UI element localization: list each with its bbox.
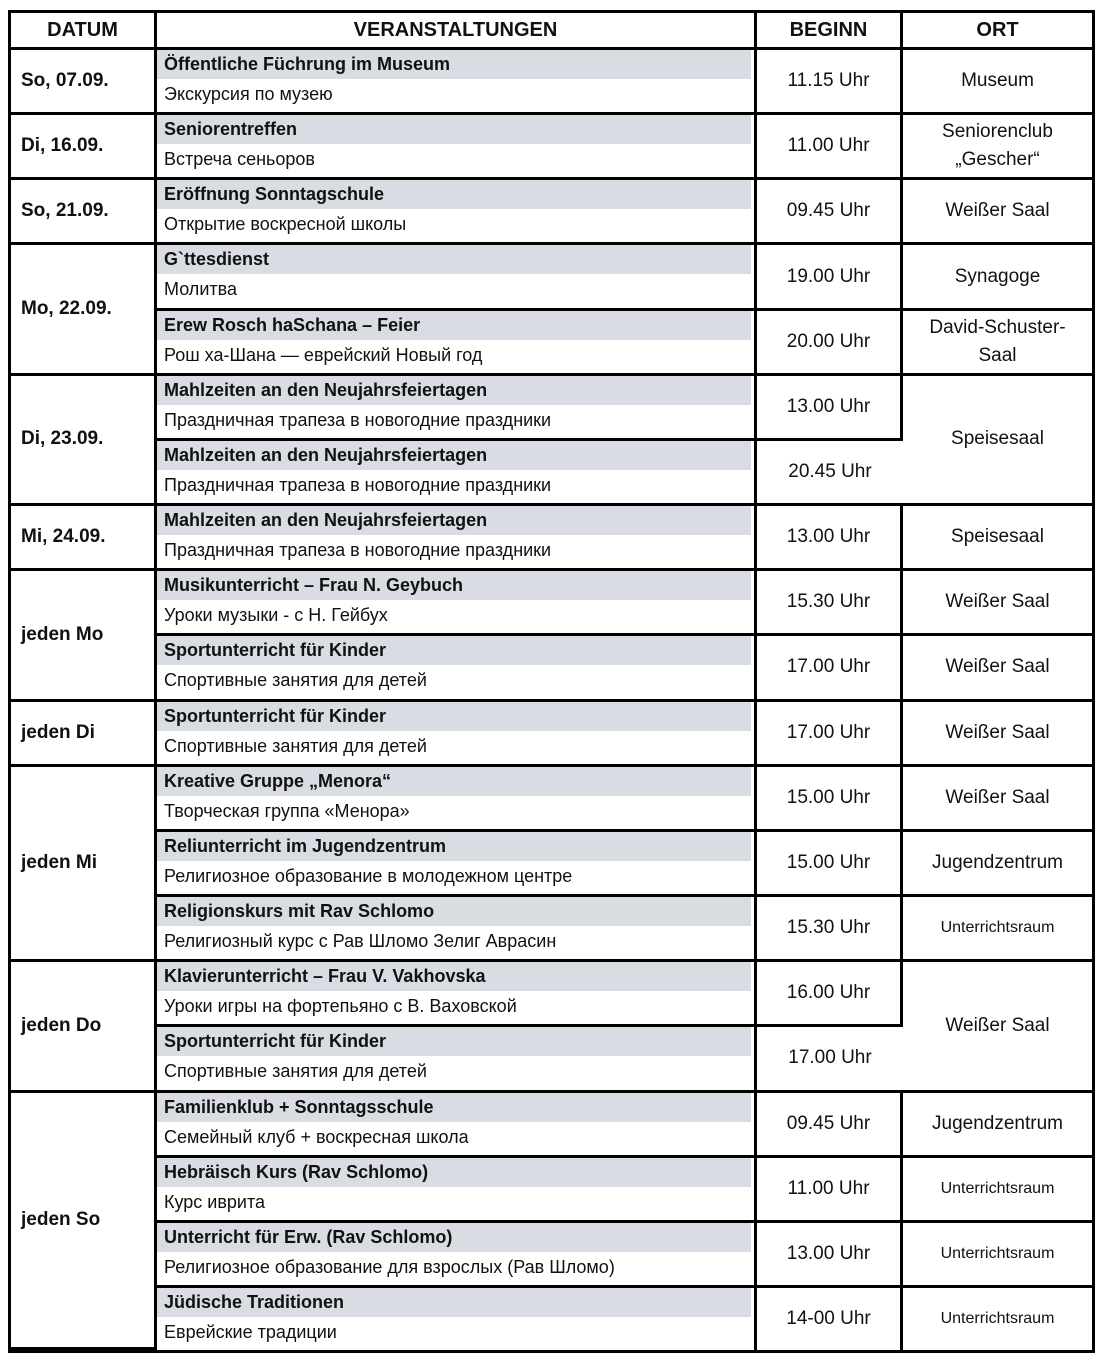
time-cell: 17.00 Uhr: [757, 1027, 903, 1092]
event-cell: [157, 636, 757, 701]
place-cell: Synagoge: [903, 245, 1092, 310]
event-title-ru: Религиозный курс с Рав Шломо Зелиг Аврасин: [157, 926, 751, 956]
event-cell: [157, 1158, 757, 1223]
date-cell: jeden Mo: [11, 571, 157, 701]
header-date: DATUM: [11, 13, 157, 50]
header-place: ORT: [903, 13, 1092, 50]
place-cell: Speisesaal: [903, 376, 1092, 506]
time-cell: 13.00 Uhr: [757, 506, 903, 571]
event-cell: [157, 180, 757, 245]
event-title-de: Klavierunterricht – Frau V. Vakhovska: [157, 962, 751, 991]
event-cell: [157, 1093, 757, 1158]
event-title-ru: Праздничная трапеза в новогодние праздники: [157, 405, 751, 435]
place-cell: Weißer Saal: [903, 702, 1092, 767]
place-cell: Unterrichtsraum: [903, 1158, 1092, 1223]
time-cell: 17.00 Uhr: [757, 702, 903, 767]
event-cell: [157, 702, 757, 767]
event-title-ru: Курс иврита: [157, 1187, 751, 1217]
event-title-ru: Открытие воскресной школы: [157, 209, 751, 239]
event-title-ru: Праздничная трапеза в новогодние праздники: [157, 470, 751, 500]
time-cell: 15.00 Uhr: [757, 767, 903, 832]
event-cell: [157, 245, 757, 310]
time-cell: 11.00 Uhr: [757, 1158, 903, 1223]
table-row: [11, 962, 1092, 1027]
event-title-de: Mahlzeiten an den Neujahrsfeiertagen: [157, 506, 751, 535]
event-title-ru: Праздничная трапеза в новогодние праздники: [157, 535, 751, 565]
event-title-de: Erew Rosch haSchana – Feier: [157, 311, 751, 340]
place-cell: Weißer Saal: [903, 962, 1092, 1092]
time-cell: 17.00 Uhr: [757, 636, 903, 701]
place-cell: [903, 115, 1092, 180]
time-cell: 15.30 Uhr: [757, 897, 903, 962]
event-title-de: Kreative Gruppe „Menora“: [157, 767, 751, 796]
time-cell: 15.00 Uhr: [757, 832, 903, 897]
schedule-table: [8, 10, 1095, 1353]
event-cell: [157, 115, 757, 180]
table-row: [11, 832, 1092, 897]
event-cell: [157, 311, 757, 376]
place-cell: Weißer Saal: [903, 767, 1092, 832]
event-title-ru: Спортивные занятия для детей: [157, 665, 751, 695]
place-cell: Weißer Saal: [903, 571, 1092, 636]
event-cell: [157, 767, 757, 832]
table-row: [11, 376, 1092, 441]
event-title-de: Familienklub + Sonntagsschule: [157, 1093, 751, 1122]
event-title-de: Unterricht für Erw. (Rav Schlomo): [157, 1223, 751, 1252]
time-cell: 11.00 Uhr: [757, 115, 903, 180]
event-cell: [157, 897, 757, 962]
place-cell: Unterrichtsraum: [903, 1223, 1092, 1288]
event-title-de: Öffentliche Füchrung im Museum: [157, 50, 751, 79]
table-row: [11, 50, 1092, 115]
event-title-de: Sportunterricht für Kinder: [157, 636, 751, 665]
date-cell: So, 21.09.: [11, 180, 157, 245]
place-cell: [903, 311, 1092, 376]
event-title-de: Hebräisch Kurs (Rav Schlomo): [157, 1158, 751, 1187]
time-cell: 13.00 Uhr: [757, 376, 903, 441]
event-title-de: Musikunterricht – Frau N. Geybuch: [157, 571, 751, 600]
event-title-ru: Спортивные занятия для детей: [157, 731, 751, 761]
event-title-ru: Еврейские традиции: [157, 1317, 751, 1347]
event-cell: [157, 571, 757, 636]
table-row: [11, 767, 1092, 832]
event-title-de: Eröffnung Sonntagschule: [157, 180, 751, 209]
event-cell: [157, 441, 757, 506]
table-row: [11, 1223, 1092, 1288]
time-cell: 16.00 Uhr: [757, 962, 903, 1027]
event-title-ru: Рош ха-Шана — еврейский Новый год: [157, 340, 751, 370]
header-row: [11, 13, 1092, 50]
event-cell: [157, 1288, 757, 1350]
header-event: VERANSTALTUNGEN: [157, 13, 757, 50]
date-cell: jeden So: [11, 1093, 157, 1351]
place-cell: Jugendzentrum: [903, 1093, 1092, 1158]
table-row: [11, 245, 1092, 310]
table-row: [11, 897, 1092, 962]
place-line-2: Saal: [978, 344, 1017, 366]
date-cell: So, 07.09.: [11, 50, 157, 115]
place-line-1: David-Schuster-: [929, 316, 1066, 338]
date-cell: jeden Mi: [11, 767, 157, 962]
event-cell: [157, 1027, 757, 1092]
date-cell: Mo, 22.09.: [11, 245, 157, 375]
place-cell: Unterrichtsraum: [940, 1309, 1055, 1327]
event-title-ru: Религиозное образование в молодежном центре: [157, 861, 751, 891]
place-cell: Weißer Saal: [903, 180, 1092, 245]
event-title-de: Mahlzeiten an den Neujahrsfeiertagen: [157, 376, 751, 405]
time-cell: 13.00 Uhr: [757, 1223, 903, 1288]
table-row: [11, 115, 1092, 180]
place-cell: Museum: [903, 50, 1092, 115]
date-cell: Di, 16.09.: [11, 115, 157, 180]
time-cell: 15.30 Uhr: [757, 571, 903, 636]
event-cell: [157, 832, 757, 897]
table-row: [11, 1158, 1092, 1223]
date-cell: Di, 23.09.: [11, 376, 157, 506]
table-row: [11, 702, 1092, 767]
time-cell: 09.45 Uhr: [757, 1093, 903, 1158]
time-cell: 20.45 Uhr: [757, 441, 903, 506]
table-row: [11, 571, 1092, 636]
event-title-de: Reliunterricht im Jugendzentrum: [157, 832, 751, 861]
event-cell: [157, 962, 757, 1027]
event-title-de: Sportunterricht für Kinder: [157, 1027, 751, 1056]
time-cell: 09.45 Uhr: [757, 180, 903, 245]
header-start: BEGINN: [757, 13, 903, 50]
event-title-ru: Экскурсия по музею: [157, 79, 751, 109]
place-cell: Unterrichtsraum: [903, 897, 1092, 962]
event-title-ru: Встреча сеньоров: [157, 144, 751, 174]
place-line-1: Seniorenclub: [942, 121, 1053, 143]
event-cell: [157, 1223, 757, 1288]
table-row: [11, 180, 1092, 245]
event-cell: [157, 376, 757, 441]
event-title-de: Jüdische Traditionen: [157, 1288, 751, 1317]
table-row: [11, 1093, 1092, 1158]
place-cell: Weißer Saal: [903, 636, 1092, 701]
event-title-ru: Уроки игры на фортепьяно с В. Ваховской: [157, 991, 751, 1021]
place-line-2: „Gescher“: [955, 149, 1040, 171]
event-title-ru: Творческая группа «Менора»: [157, 796, 751, 826]
event-title-de: Mahlzeiten an den Neujahrsfeiertagen: [157, 441, 751, 470]
time-cell: 20.00 Uhr: [757, 311, 903, 376]
event-title-ru: Семейный клуб + воскресная школа: [157, 1122, 751, 1152]
event-title-ru: Уроки музыки - с Н. Гейбух: [157, 600, 751, 630]
event-cell: [157, 506, 757, 571]
event-cell: [157, 50, 757, 115]
event-title-de: Religionskurs mit Rav Schlomo: [157, 897, 751, 926]
table-row: [11, 636, 1092, 701]
time-cell: 14-00 Uhr: [757, 1288, 903, 1350]
date-cell: jeden Di: [11, 702, 157, 767]
table-row: [11, 506, 1092, 571]
date-cell: jeden Do: [11, 962, 157, 1092]
date-cell: Mi, 24.09.: [11, 506, 157, 571]
event-title-de: G`ttesdienst: [157, 245, 751, 274]
event-title-ru: Спортивные занятия для детей: [157, 1056, 751, 1086]
event-title-ru: Молитва: [157, 274, 751, 304]
table-row: [11, 311, 1092, 376]
table-row: [11, 1288, 1092, 1350]
place-cell: Jugendzentrum: [903, 832, 1092, 897]
time-cell: 19.00 Uhr: [757, 245, 903, 310]
place-cell: Speisesaal: [903, 506, 1092, 571]
event-title-de: Seniorentreffen: [157, 115, 751, 144]
time-cell: 11.15 Uhr: [757, 50, 903, 115]
event-title-de: Sportunterricht für Kinder: [157, 702, 751, 731]
event-title-ru: Религиозное образование для взрослых (Рав Шломо): [157, 1252, 751, 1282]
